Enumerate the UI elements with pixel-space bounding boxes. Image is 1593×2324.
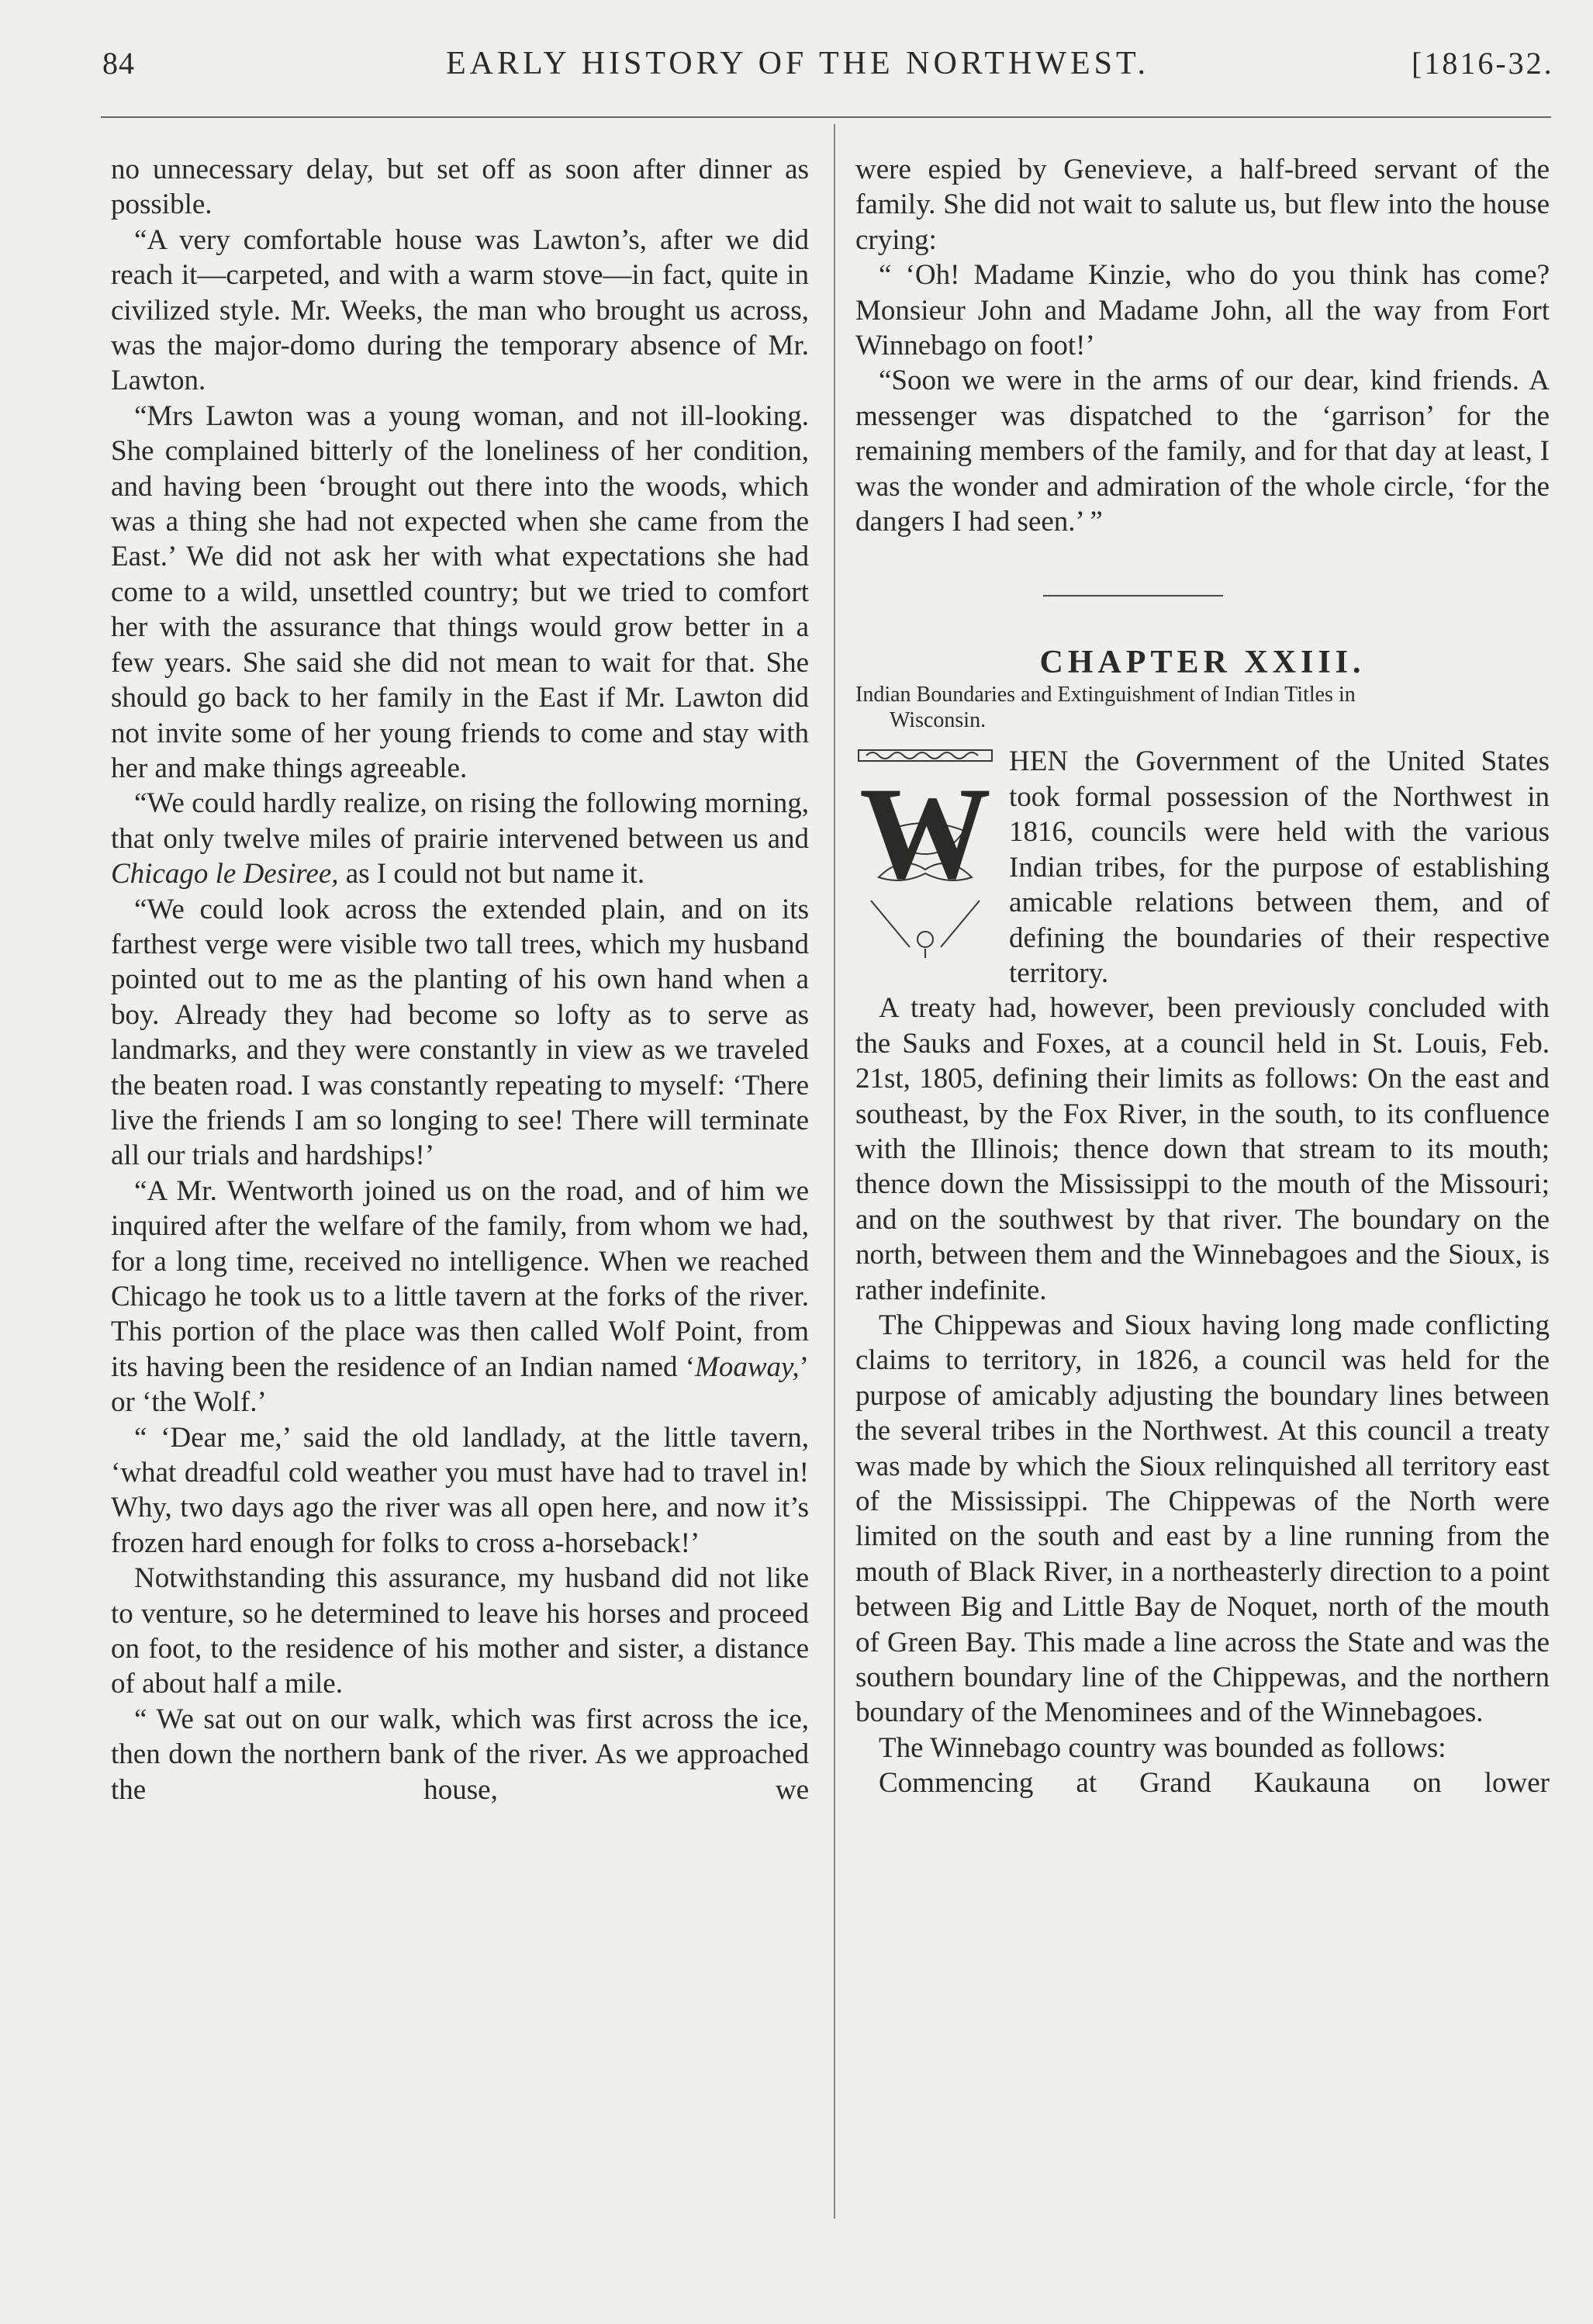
column-divider	[834, 124, 835, 2219]
paragraph: HEN the Government of the United States took formal possession of the Northwest in 1816, councils were held with the various Indian tribes, for the purpose of establishing amicable relations between them, and of defining the boundaries of their respective territory.	[1009, 745, 1550, 989]
right-column	[855, 152, 1550, 1801]
paragraph: “ We sat out on our walk, which was first across the ice, then down the northern bank of the river. As we approached the house, we	[111, 1703, 809, 1806]
text-run: as I could not but name it.	[338, 858, 645, 891]
paragraph: Commencing at Grand Kaukauna on lower	[879, 1767, 1550, 1800]
paragraph: “We could look across the extended plain, and on its farthest verge were visible two tall trees, which my husband pointed out to me as the planting of his own hand when a boy. Already they had become so lofty as to serve as landmarks, and they were constantly in view as we traveled the beaten road. I was constantly repeating to myself: ‘There live the friends I am so longing to see! There will terminate all our trials and hardships!’	[111, 893, 809, 1172]
paragraph: The Chippewas and Sioux having long made conflicting claims to territory, in 1826, a council was held for the purpose of amicably adjusting the boundary lines between the several tribes in the Northwest. At this council a treaty was made by which the Sioux relinquished all territory east of the Mississippi. The Chippewas of the North were limited on the south and east by a line running from the mouth of Black River, in a northeasterly direction to a point between Big and Little Bay de Noquet, north of the mouth of Green Bay. This made a line across the State and was the southern boundary line of the Chippewas, and the northern boundary of the Menominees and of the Winnebagoes.	[855, 1309, 1550, 1729]
chapter-subtitle-line: Wisconsin.	[890, 708, 987, 733]
left-column	[111, 152, 809, 1807]
chapter-opening	[855, 744, 1550, 991]
text-run: “A Mr. Wentworth joined us on the road, and of him we inquired after the welfare of the family, from whom we had, for a long time, received no intelligence. When we reached Chicago he took us to a little tavern at the forks of the river. This portion of the place was then called Wolf Point, from its having been the residence of an Indian named ‘	[111, 1174, 809, 1383]
paragraph: were espied by Genevieve, a half-breed servant of the family. She did not wait to salute us, but flew into the house crying:	[855, 154, 1550, 256]
paragraph: Notwithstanding this assurance, my husband did not like to venture, so he determined to leave his horses and proceed on foot, to the residence of his mother and sister, a distance of about half a mile.	[111, 1562, 809, 1700]
page-number: 84	[102, 46, 135, 81]
italic-text: Chicago le Desiree,	[111, 858, 339, 891]
paragraph	[111, 786, 809, 891]
chapter-title: CHAPTER XXIII.	[1039, 645, 1366, 681]
running-title: EARLY HISTORY OF THE NORTHWEST.	[446, 46, 1150, 81]
paragraph: no unnecessary delay, but set off as soon after dinner as possible.	[111, 154, 809, 221]
header-rule	[101, 116, 1551, 118]
paragraph: “Mrs Lawton was a young woman, and not ill-looking. She complained bitterly of the loneliness of her condition, and having been ‘brought out there into the woods, which was a thing she had not expected when she came from the East.’ We did not ask her with what expectations she had come to a wild, unsettled country; but we tried to comfort her with the assurance that things would grow better in a few years. She said she did not mean to wait for that. She should go back to her family in the East if Mr. Lawton did not invite some of her young friends to come and stay with her and make things agreeable.	[111, 399, 809, 784]
text-run: “We could hardly realize, on rising the following morning, that only twelve miles of prairie intervened between us and	[111, 787, 809, 855]
paragraph: “A very comfortable house was Lawton’s, after we did reach it—carpeted, and with a warm stove—in fact, quite in civilized style. Mr. Weeks, the man who brought us across, was the major-domo during the temporary absence of Mr. Lawton.	[111, 223, 809, 397]
dropcap-letter: W	[859, 760, 991, 907]
paragraph	[111, 1174, 809, 1420]
italic-text: Moaway,	[695, 1350, 800, 1383]
date-range: [1816-32.	[1412, 46, 1554, 81]
section-divider	[1043, 595, 1223, 597]
ornamental-initial-w-icon	[855, 745, 995, 960]
paragraph: A treaty had, however, been previously concluded with the Sauks and Foxes, at a council held in St. Louis, Feb. 21st, 1805, defining their limits as follows: On the east and southeast, by the Fox River, in the south, to its confluence with the Illinois; thence down that stream to its mouth; thence down the Mississippi to the mouth of the Missouri; and on the southwest by that river. The boundary on the north, between them and the Winnebagoes and the Sioux, is rather indefinite.	[855, 992, 1550, 1306]
text-run: ’ or ‘the Wolf.’	[111, 1350, 809, 1419]
chapter-subtitle-line: Indian Boundaries and Extinguishment of Indian Titles in	[855, 683, 1356, 707]
paragraph: The Winnebago country was bounded as follows:	[879, 1731, 1446, 1764]
chapter-subtitle	[855, 682, 1550, 733]
paragraph: “ ‘Dear me,’ said the old landlady, at the little tavern, ‘what dreadful cold weather you must have had to travel in! Why, two days ago the river was all open here, and now it’s frozen hard enough for folks to cross a-horseback!’	[111, 1421, 809, 1559]
page-header	[0, 45, 1593, 92]
paragraph: “Soon we were in the arms of our dear, kind friends. A messenger was dispatched to the ‘garrison’ for the remaining members of the family, and for that day at least, I was the wonder and admiration of the whole circle, ‘for the dangers I had seen.’ ”	[855, 365, 1550, 538]
paragraph: “ ‘Oh! Madame Kinzie, who do you think has come? Monsieur John and Madame John, all the way from Fort Winnebago on foot!’	[855, 259, 1550, 362]
